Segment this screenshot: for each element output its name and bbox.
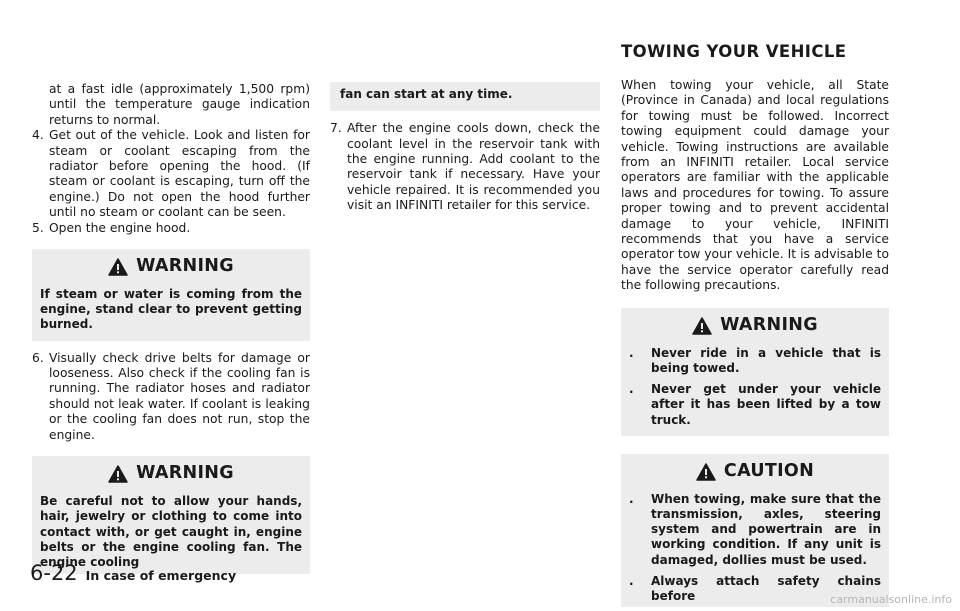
step-4: [32, 128, 310, 220]
left-column: [32, 82, 310, 574]
right-column: [621, 78, 889, 607]
warning-triangle-icon: [108, 258, 128, 276]
warning-title: WARNING: [136, 256, 234, 277]
bullet-dot: .: [629, 382, 634, 397]
bullet-dot: .: [629, 491, 634, 506]
warning-header: [32, 249, 310, 283]
step-6: [32, 351, 310, 443]
bullet-text: Always attach safety chains before: [651, 573, 881, 603]
caution-header: [621, 454, 889, 488]
intro-paragraph: at a fast idle (approximately 1,500 rpm) until the temperature gauge indication returns to normal.: [49, 82, 310, 127]
step-number: 5.: [32, 220, 44, 235]
caution-title: CAUTION: [723, 461, 815, 481]
step-text: Open the engine hood.: [49, 220, 191, 235]
warning-text: Be careful not to allow your hands, hair, jewelry or clothing to come into contact with, or get caught in, engine belts or the engine cooling fan. The engine cooling: [40, 494, 302, 569]
step-number: 7.: [330, 121, 342, 136]
page-footer: [30, 561, 237, 585]
warning-header: [32, 456, 310, 490]
step-text: Visually check drive belts for damage or looseness. Also check if the cooling fan is running. The radiator hoses and radiator should not leak water. If coolant is leaking or the cooling fan does not run, stop the engine.: [49, 350, 310, 442]
section-heading: TOWING YOUR VEHICLE: [621, 42, 847, 61]
step-number: 4.: [32, 128, 44, 143]
warning-title: WARNING: [136, 463, 234, 484]
caution-box: [621, 454, 889, 607]
warning-continuation-box: [330, 82, 600, 111]
page-number: 6-22: [30, 561, 78, 585]
watermark: carmanualsonline.info: [830, 593, 952, 606]
warning-bullet: [629, 346, 881, 376]
towing-intro: When towing your vehicle, all State (Province in Canada) and local regulations for towing must be followed. Incorrect towing equipment could damage your vehicle. Towing instructions are available from an INFINITI retailer. Local service operators are familiar with the applicable laws and procedures for towing. To assure proper towing and to prevent accidental damage to your vehicle, INFINITI recommends that you have a service operator tow your vehicle. It is advisable to have the service operator carefully read the following precautions.: [621, 78, 889, 293]
section-name: In case of emergency: [85, 568, 237, 583]
warning-triangle-icon: [108, 465, 128, 483]
step-5: [32, 221, 310, 236]
warning-box: [32, 456, 310, 574]
step-number: 6.: [32, 350, 44, 365]
warning-box: [621, 308, 889, 436]
caution-bullet: [629, 492, 881, 568]
bullet-text: When towing, make sure that the transmission, axles, steering system and powertrain are in working condition. If any unit is damaged, dollies must be used.: [651, 491, 881, 567]
warning-header: [621, 308, 889, 342]
step-7: [330, 121, 600, 213]
bullet-dot: .: [629, 345, 634, 360]
warning-box: [32, 249, 310, 341]
step-text: Get out of the vehicle. Look and listen for steam or coolant escaping from the radiator before opening the hood. (If steam or coolant is escaping, turn off the engine.) Do not open the hood further until no steam or coolant can be seen.: [49, 128, 310, 220]
warning-text: If steam or water is coming from the engine, stand clear to prevent getting burned.: [40, 287, 302, 332]
step-text: After the engine cools down, check the coolant level in the reservoir tank with the engine running. Add coolant to the reservoir tank if necessary. Have your vehicle repaired. It is recommended you visit an INFINITI retailer for this service.: [347, 121, 600, 213]
warning-triangle-icon: [692, 317, 712, 335]
bullet-text: Never get under your vehicle after it has been lifted by a tow truck.: [651, 382, 881, 427]
bullet-dot: .: [629, 573, 634, 588]
warning-bullet: [629, 382, 881, 428]
middle-column: [330, 82, 600, 214]
warning-title: WARNING: [720, 314, 818, 335]
warning-text: fan can start at any time.: [340, 87, 513, 101]
warning-triangle-icon: [696, 463, 716, 481]
bullet-text: Never ride in a vehicle that is being towed.: [651, 345, 881, 375]
